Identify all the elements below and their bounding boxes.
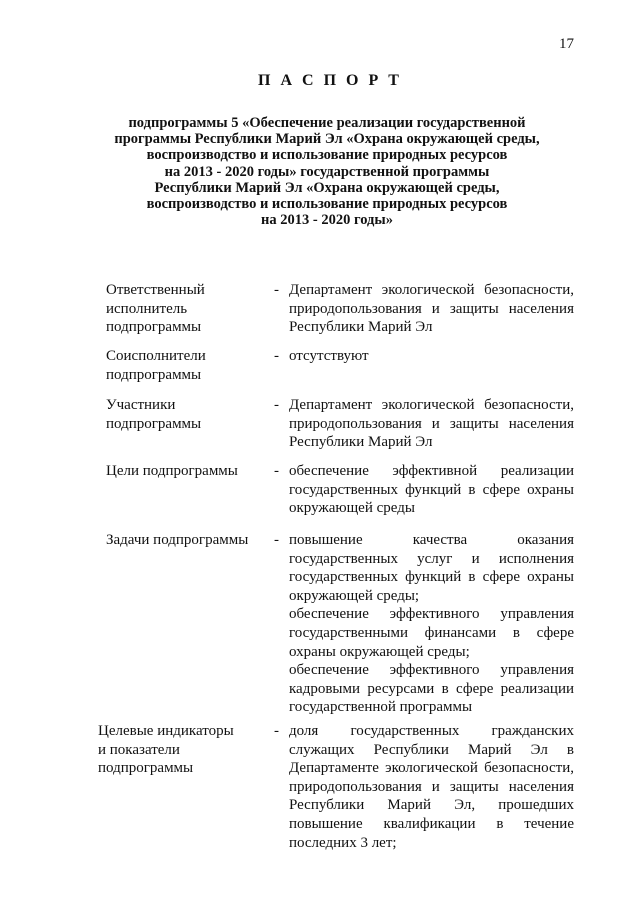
value-paragraph: обеспечение эффективного управления государственными финансами в сфере охраны окружающей среды; — [289, 606, 574, 660]
value-paragraph: доля государственных гражданских служащих Республики Марий Эл в Департаменте экологической безопасности, природопользования и защиты населения Республики Марий Эл, прошедших повышение квалификации в течение последних 3 лет; — [289, 723, 574, 851]
value-paragraph: Департамент экологической безопасности, природопользования и защиты населения Республики Марий Эл — [289, 397, 574, 451]
value-paragraph: обеспечение эффективного управления кадровыми ресурсами в сфере реализации государственной программы — [289, 662, 574, 716]
row-value — [289, 396, 574, 452]
row-label: Задачи подпрограммы — [106, 532, 249, 548]
value-paragraph: отсутствуют — [289, 348, 369, 364]
row-dash: - — [274, 532, 279, 548]
document-title: П А С П О Р Т — [258, 72, 402, 89]
row-dash: - — [274, 348, 279, 364]
row-label: Соисполнители подпрограммы — [106, 348, 206, 383]
row-label: Целевые индикаторы и показатели подпрограммы — [98, 723, 234, 777]
row-label: Цели подпрограммы — [106, 463, 238, 479]
value-paragraph: повышение качества оказания государственных услуг и исполнения государственных функций в сфере охраны окружающей среды; — [289, 532, 574, 604]
row-dash: - — [274, 397, 279, 413]
row-value — [289, 281, 574, 337]
row-value — [289, 347, 574, 366]
value-paragraph: обеспечение эффективной реализации государственных функций в сфере охраны окружающей среды — [289, 463, 574, 517]
row-value — [289, 531, 574, 717]
row-label: Ответственный исполнитель подпрограммы — [106, 282, 205, 336]
row-dash: - — [274, 723, 279, 739]
page-number: 17 — [559, 36, 574, 52]
row-value — [289, 722, 574, 852]
row-label: Участники подпрограммы — [106, 397, 202, 432]
subprogram-subtitle: подпрограммы 5 «Обеспечение реализации государственной программы Республики Марий Эл «Охрана окружающей среды, воспроизводство и использование природных ресурсов на 2013 - 2020 годы» государственной программы Республики Марий Эл «Охрана окружающей среды, воспроизводство и использование природных ресурсов на 2013 - 2020 годы» — [114, 115, 540, 229]
row-value — [289, 462, 574, 518]
row-dash: - — [274, 282, 279, 298]
value-paragraph: Департамент экологической безопасности, природопользования и защиты населения Республики Марий Эл — [289, 282, 574, 336]
row-dash: - — [274, 463, 279, 479]
